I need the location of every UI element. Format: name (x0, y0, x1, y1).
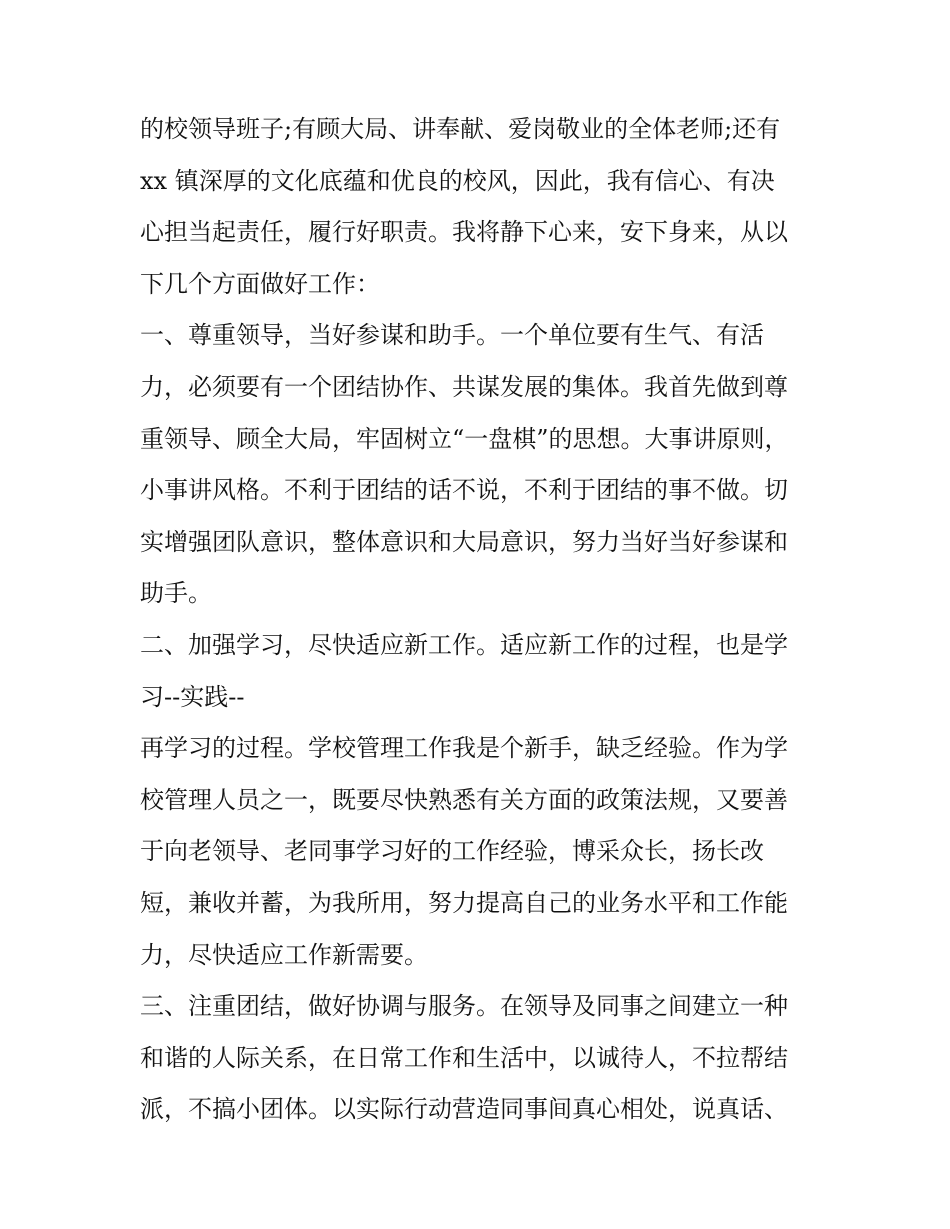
text-line: 三、注重团结，做好协调与服务。在领导及同事之间建立一种 (140, 992, 788, 1021)
text-line: 于向老领导、老同事学习好的工作经验，博采众长，扬长改 (140, 837, 764, 866)
text-line: 一、尊重领导，当好参谋和助手。一个单位要有生气、有活 (140, 321, 764, 350)
text-line: 二、加强学习，尽快适应新工作。适应新工作的过程，也是学 (140, 630, 788, 659)
text-line: 力，尽快适应工作新需要。 (140, 940, 428, 969)
text-line: 实增强团队意识，整体意识和大局意识，努力当好当好参谋和 (140, 527, 788, 556)
text-line: 校管理人员之一，既要尽快熟悉有关方面的政策法规，又要善 (140, 785, 788, 814)
text-line: 短，兼收并蓄，为我所用，努力提高自己的业务水平和工作能 (140, 888, 788, 917)
text-line: xx 镇深厚的文化底蕴和优良的校风，因此，我有信心、有决 (140, 166, 775, 195)
text-line: 派，不搞小团体。以实际行动营造同事间真心相处，说真话、 (140, 1095, 788, 1124)
text-line: 助手。 (140, 579, 212, 608)
text-line: 重领导、顾全大局，牢固树立“一盘棋”的思想。大事讲原则， (140, 424, 789, 453)
text-line: 心担当起责任，履行好职责。我将静下心来，安下身来，从以 (140, 218, 788, 247)
text-line: 和谐的人际关系，在日常工作和生活中，以诚待人，不拉帮结 (140, 1043, 788, 1072)
text-line: 下几个方面做好工作： (140, 269, 380, 298)
text-line: 小事讲风格。不利于团结的话不说，不利于团结的事不做。切 (140, 476, 788, 505)
text-line: 再学习的过程。学校管理工作我是个新手，缺乏经验。作为学 (140, 734, 788, 763)
body-text (140, 104, 830, 1136)
text-line: 力，必须要有一个团结协作、共谋发展的集体。我首先做到尊 (140, 372, 788, 401)
text-line: 的校领导班子;有顾大局、讲奉献、爱岗敬业的全体老师;还有 (140, 115, 781, 143)
text-line: 习--实践-- (140, 682, 245, 711)
